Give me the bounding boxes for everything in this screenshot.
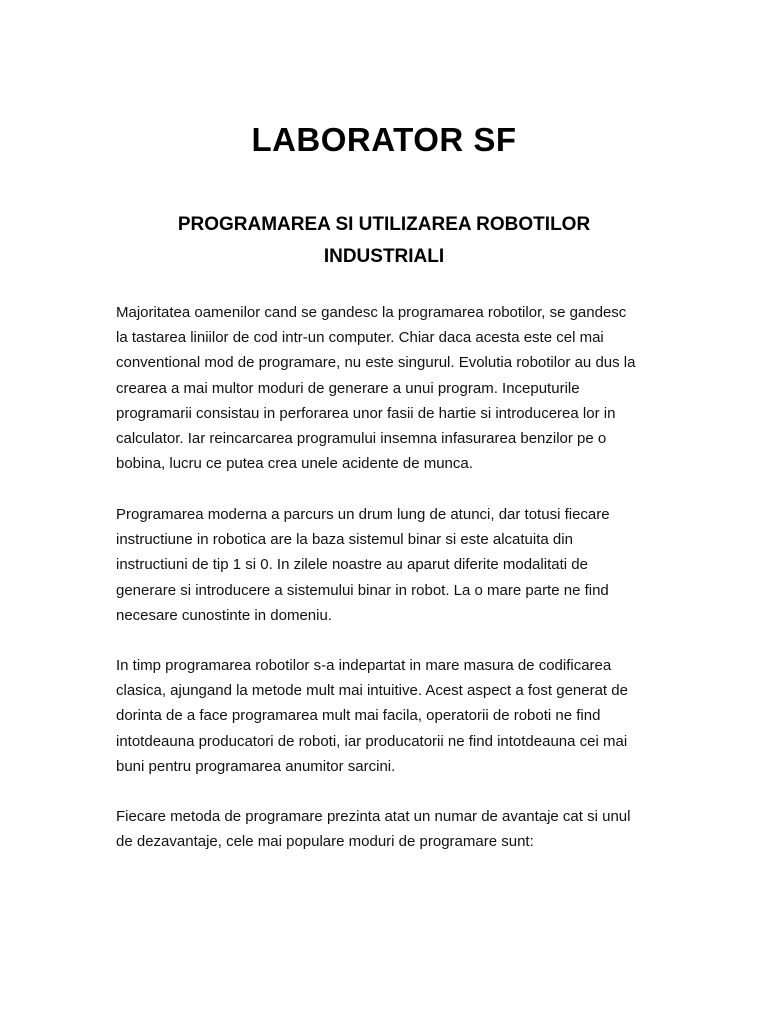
text-line: de dezavantaje, cele mai populare moduri de programare sunt:	[116, 833, 534, 851]
text-line: buni pentru programarea anumitor sarcini.	[116, 757, 396, 775]
text-line: conventional mod de programare, nu este singurul. Evolutia robotilor au dus la	[116, 354, 636, 372]
text-line: necesare cunostinte in domeniu.	[116, 606, 332, 624]
text-line: instructiuni de tip 1 si 0. In zilele noastre au aparut diferite modalitati de	[116, 556, 588, 574]
paragraph-2	[116, 502, 656, 628]
text-line: programarii consistau in perforarea unor fasii de hartie si introducerea lor in	[116, 404, 616, 422]
subtitle-line: PROGRAMAREA SI UTILIZAREA ROBOTILOR	[177, 214, 591, 235]
document-subtitle	[130, 209, 638, 273]
paragraph-3	[116, 653, 656, 779]
text-line: crearea a mai multor moduri de generare a unui program. Inceputurile	[116, 379, 580, 397]
text-line: dorinta de a face programarea mult mai facila, operatorii de roboti ne find	[116, 707, 601, 725]
document-title: LABORATOR SF	[251, 121, 517, 158]
text-line: intotdeauna producatori de roboti, iar producatorii ne find intotdeauna cei mai	[116, 732, 628, 750]
text-line: la tastarea liniilor de cod intr-un computer. Chiar daca acesta este cel mai	[116, 329, 604, 347]
text-line: bobina, lucru ce putea crea unele acidente de munca.	[116, 455, 473, 473]
text-line: Fiecare metoda de programare prezinta atat un numar de avantaje cat si unul	[116, 808, 631, 825]
text-line: In timp programarea robotilor s-a indepartat in mare masura de codificarea	[116, 657, 612, 674]
text-line: Programarea moderna a parcurs un drum lung de atunci, dar totusi fiecare	[116, 506, 610, 523]
text-line: clasica, ajungand la metode mult mai intuitive. Acest aspect a fost generat de	[116, 682, 628, 700]
text-line: calculator. Iar reincarcarea programului insemna infasurarea benzilor pe o	[116, 430, 607, 448]
text-line: Majoritatea oamenilor cand se gandesc la programarea robotilor, se gandesc	[116, 304, 627, 321]
text-line: instructiune in robotica are la baza sistemul binar si este alcatuita din	[116, 531, 573, 549]
text-line: generare si introducere a sistemului binar in robot. La o mare parte ne find	[116, 581, 609, 599]
paragraph-4	[116, 804, 656, 854]
paragraph-1	[116, 300, 656, 476]
subtitle-line: INDUSTRIALI	[323, 246, 445, 267]
